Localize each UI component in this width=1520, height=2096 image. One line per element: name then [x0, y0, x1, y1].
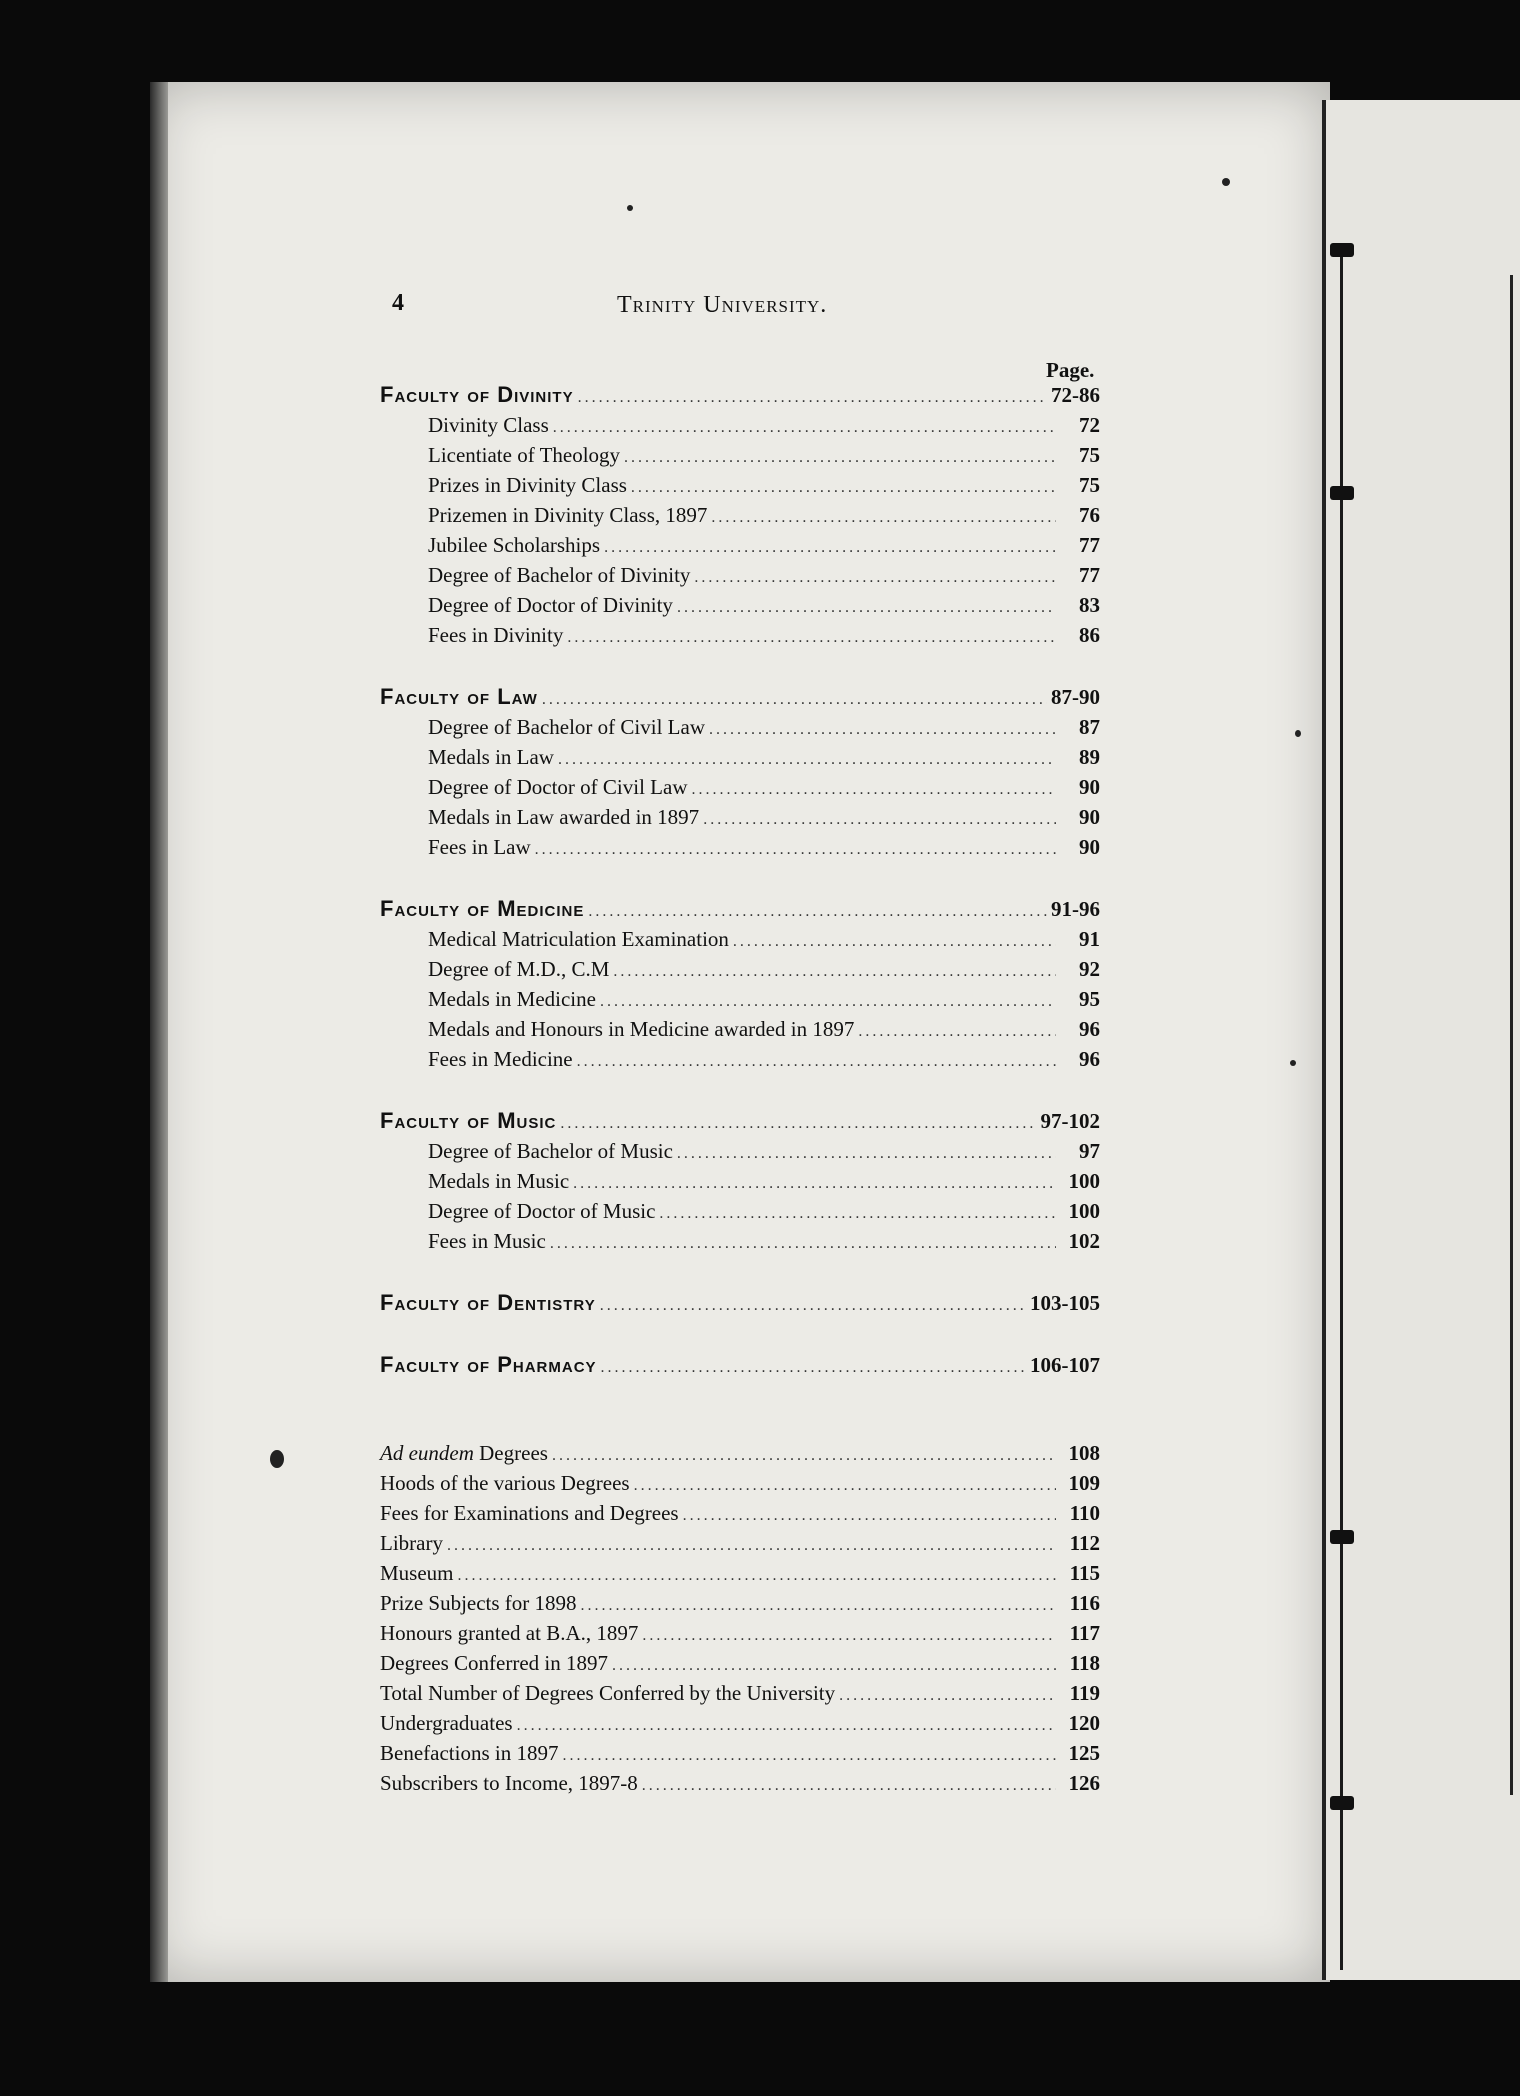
- dot-leader: [612, 1651, 1056, 1681]
- entry-page-number: 100: [1068, 1199, 1100, 1223]
- toc-entry: [380, 1588, 1100, 1618]
- spacer: [380, 1318, 1100, 1350]
- toc-entry: [380, 440, 1100, 470]
- entry-label: Fees in Music: [428, 1229, 546, 1253]
- dot-leader: [600, 987, 1056, 1017]
- page-number: 4: [392, 290, 404, 316]
- entry-label: Degree of Bachelor of Civil Law: [428, 715, 705, 739]
- toc-entry: [380, 1708, 1100, 1738]
- entry-label: Prizes in Divinity Class: [428, 473, 627, 497]
- entry-label: Degrees Conferred in 1897: [380, 1651, 609, 1675]
- entry-label: Faculty of Medicine: [380, 896, 585, 921]
- dot-leader: [535, 835, 1056, 865]
- dot-leader: [588, 897, 1047, 927]
- entry-label: Medals and Honours in Medicine awarded in 1897: [428, 1017, 855, 1041]
- entry-label: Degree of M.D., C.M: [428, 957, 610, 981]
- entry-page-number: 90: [1079, 775, 1100, 799]
- entry-page-number: 83: [1079, 593, 1100, 617]
- entry-label: Benefactions in 1897: [380, 1741, 559, 1765]
- dot-leader: [581, 1591, 1056, 1621]
- ink-speck: [1295, 730, 1301, 737]
- facing-page-border: [1510, 275, 1513, 1795]
- dot-leader: [642, 1621, 1056, 1651]
- toc-entry: [380, 1498, 1100, 1528]
- entry-label: Medals in Music: [428, 1169, 570, 1193]
- entry-label: Medals in Law: [428, 745, 554, 769]
- entry-label: Faculty of Law: [380, 684, 538, 709]
- dot-leader: [692, 775, 1057, 805]
- entry-page-number: 75: [1079, 473, 1100, 497]
- entry-label: Degree of Doctor of Music: [428, 1199, 656, 1223]
- entry-label: Prize Subjects for 1898: [380, 1591, 577, 1615]
- binding-line: [1340, 250, 1343, 1970]
- entry-page-number: 89: [1079, 745, 1100, 769]
- toc-entry: [380, 620, 1100, 650]
- toc-entry: [380, 1768, 1100, 1798]
- toc-entry: [380, 1166, 1100, 1196]
- dot-leader: [573, 1169, 1056, 1199]
- toc-entry: [380, 410, 1100, 440]
- entry-page-number: 87: [1079, 715, 1100, 739]
- dot-leader: [578, 383, 1047, 413]
- toc-entry: [380, 772, 1100, 802]
- entry-label: Library: [380, 1531, 443, 1555]
- section-heading: [380, 894, 1100, 924]
- toc-entry: [380, 742, 1100, 772]
- toc-entry: [380, 1558, 1100, 1588]
- entry-page-number: 92: [1079, 957, 1100, 981]
- toc-entry: [380, 1014, 1100, 1044]
- table-of-contents: [380, 380, 1100, 1798]
- toc-entry: [380, 1226, 1100, 1256]
- entry-label: Medals in Medicine: [428, 987, 596, 1011]
- entry-label: Museum: [380, 1561, 454, 1585]
- dot-leader: [839, 1681, 1056, 1711]
- entry-label: Hoods of the various Degrees: [380, 1471, 630, 1495]
- section-heading: [380, 1106, 1100, 1136]
- entry-label: Prizemen in Divinity Class, 1897: [428, 503, 708, 527]
- dot-leader: [562, 1741, 1056, 1771]
- page-column-label: Page.: [1046, 358, 1095, 382]
- ink-speck: [627, 205, 633, 211]
- toc-entry: [380, 802, 1100, 832]
- entry-page-number: 77: [1079, 533, 1100, 557]
- toc-entry: [380, 1648, 1100, 1678]
- entry-label-rest: Degrees: [473, 1441, 548, 1465]
- dot-leader: [733, 927, 1056, 957]
- entry-page-number: 72: [1079, 413, 1100, 437]
- entry-page-number: 90: [1079, 805, 1100, 829]
- entry-page-number: 120: [1068, 1711, 1100, 1735]
- spacer: [380, 1074, 1100, 1106]
- entry-label: Faculty of Music: [380, 1108, 557, 1133]
- toc-entry: [380, 470, 1100, 500]
- entry-label: Fees in Divinity: [428, 623, 564, 647]
- dot-leader: [550, 1229, 1056, 1259]
- toc-entry: [380, 500, 1100, 530]
- toc-entry: [380, 984, 1100, 1014]
- dot-leader: [694, 563, 1056, 593]
- section-heading: [380, 1288, 1100, 1318]
- entry-label: Faculty of Divinity: [380, 382, 574, 407]
- dot-leader: [577, 1047, 1056, 1077]
- entry-page-number: 75: [1079, 443, 1100, 467]
- toc-entry: [380, 1528, 1100, 1558]
- toc-entry: [380, 924, 1100, 954]
- entry-page-number: 72-86: [1051, 383, 1100, 407]
- dot-leader: [858, 1017, 1056, 1047]
- entry-page-number: 108: [1068, 1441, 1100, 1465]
- entry-label: [380, 1438, 552, 1468]
- running-title: Trinity University.: [617, 292, 828, 318]
- spacer: [380, 1412, 1100, 1438]
- entry-label: Honours granted at B.A., 1897: [380, 1621, 639, 1645]
- dot-leader: [613, 957, 1056, 987]
- dot-leader: [560, 1109, 1036, 1139]
- entry-label: Medical Matriculation Examination: [428, 927, 729, 951]
- entry-page-number: 119: [1069, 1681, 1100, 1705]
- entry-label: Degree of Doctor of Civil Law: [428, 775, 688, 799]
- entry-page-number: 116: [1069, 1591, 1100, 1615]
- dot-leader: [601, 1353, 1026, 1383]
- toc-entry: [380, 954, 1100, 984]
- entry-page-number: 95: [1079, 987, 1100, 1011]
- entry-page-number: 91-96: [1051, 897, 1100, 921]
- entry-page-number: 90: [1079, 835, 1100, 859]
- facing-page: [1322, 100, 1520, 1980]
- entry-label: Fees in Medicine: [428, 1047, 573, 1071]
- dot-leader: [711, 503, 1056, 533]
- entry-page-number: 87-90: [1051, 685, 1100, 709]
- dot-leader: [458, 1561, 1057, 1591]
- binding-clip: [1330, 486, 1354, 500]
- dot-leader: [552, 1441, 1056, 1471]
- binding-clip: [1330, 1530, 1354, 1544]
- dot-leader: [517, 1711, 1056, 1741]
- toc-entry: [380, 1044, 1100, 1074]
- entry-label: Undergraduates: [380, 1711, 513, 1735]
- dot-leader: [604, 533, 1056, 563]
- section-heading: [380, 1350, 1100, 1380]
- entry-page-number: 112: [1069, 1531, 1100, 1555]
- dot-leader: [634, 1471, 1056, 1501]
- entry-label: Total Number of Degrees Conferred by the University: [380, 1681, 836, 1705]
- dot-leader: [642, 1771, 1056, 1801]
- ink-speck: [1222, 178, 1230, 186]
- entry-label: Subscribers to Income, 1897-8: [380, 1771, 638, 1795]
- entry-label: Degree of Bachelor of Music: [428, 1139, 673, 1163]
- dot-leader: [659, 1199, 1056, 1229]
- entry-page-number: 106-107: [1030, 1353, 1100, 1377]
- entry-page-number: 96: [1079, 1017, 1100, 1041]
- entry-page-number: 77: [1079, 563, 1100, 587]
- toc-entry: [380, 1678, 1100, 1708]
- entry-page-number: 126: [1068, 1771, 1100, 1795]
- section-heading: [380, 380, 1100, 410]
- spacer: [380, 862, 1100, 894]
- spacer: [380, 1256, 1100, 1288]
- spacer: [380, 650, 1100, 682]
- entry-page-number: 102: [1068, 1229, 1100, 1253]
- dot-leader: [600, 1291, 1026, 1321]
- entry-page-number: 97-102: [1040, 1109, 1100, 1133]
- entry-page-number: 118: [1069, 1651, 1100, 1675]
- entry-label: Divinity Class: [428, 413, 549, 437]
- toc-entry: [380, 1136, 1100, 1166]
- entry-page-number: 115: [1069, 1561, 1100, 1585]
- entry-page-number: 109: [1068, 1471, 1100, 1495]
- dot-leader: [677, 1139, 1056, 1169]
- toc-entry: [380, 1468, 1100, 1498]
- entry-label: Fees in Law: [428, 835, 531, 859]
- entry-label: Degree of Doctor of Divinity: [428, 593, 673, 617]
- entry-label: Faculty of Dentistry: [380, 1290, 596, 1315]
- entry-page-number: 117: [1069, 1621, 1100, 1645]
- entry-label: Licentiate of Theology: [428, 443, 621, 467]
- entry-label-italic: Ad eundem: [380, 1441, 474, 1465]
- ink-speck: [270, 1450, 284, 1468]
- entry-label: Jubilee Scholarships: [428, 533, 601, 557]
- toc-entry: [380, 1618, 1100, 1648]
- running-head: [392, 290, 1092, 330]
- entry-page-number: 125: [1068, 1741, 1100, 1765]
- entry-label: Faculty of Pharmacy: [380, 1352, 597, 1377]
- dot-leader: [542, 685, 1047, 715]
- entry-page-number: 103-105: [1030, 1291, 1100, 1315]
- toc-entry: [380, 1196, 1100, 1226]
- entry-page-number: 76: [1079, 503, 1100, 527]
- toc-entry: [380, 1738, 1100, 1768]
- ink-speck: [1290, 1060, 1296, 1066]
- binding-clip: [1330, 1796, 1354, 1810]
- entry-page-number: 97: [1079, 1139, 1100, 1163]
- toc-entry: [380, 832, 1100, 862]
- entry-label: Fees for Examinations and Degrees: [380, 1501, 679, 1525]
- toc-entry: [380, 560, 1100, 590]
- spacer: [380, 1380, 1100, 1412]
- entry-page-number: 86: [1079, 623, 1100, 647]
- dot-leader: [567, 623, 1056, 653]
- entry-label: Medals in Law awarded in 1897: [428, 805, 700, 829]
- dot-leader: [447, 1531, 1056, 1561]
- dot-leader: [624, 443, 1056, 473]
- toc-entry: [380, 1438, 1100, 1468]
- entry-label: Degree of Bachelor of Divinity: [428, 563, 691, 587]
- dot-leader: [683, 1501, 1056, 1531]
- section-heading: [380, 682, 1100, 712]
- toc-entry: [380, 530, 1100, 560]
- toc-entry: [380, 590, 1100, 620]
- dot-leader: [631, 473, 1056, 503]
- entry-page-number: 96: [1079, 1047, 1100, 1071]
- entry-page-number: 100: [1068, 1169, 1100, 1193]
- entry-page-number: 110: [1069, 1501, 1100, 1525]
- dot-leader: [558, 745, 1056, 775]
- toc-entry: [380, 712, 1100, 742]
- page-edge-shadow: [150, 82, 168, 1982]
- dot-leader: [709, 715, 1056, 745]
- dot-leader: [677, 593, 1056, 623]
- binding-clip: [1330, 243, 1354, 257]
- entry-page-number: 91: [1079, 927, 1100, 951]
- dot-leader: [703, 805, 1056, 835]
- dot-leader: [553, 413, 1056, 443]
